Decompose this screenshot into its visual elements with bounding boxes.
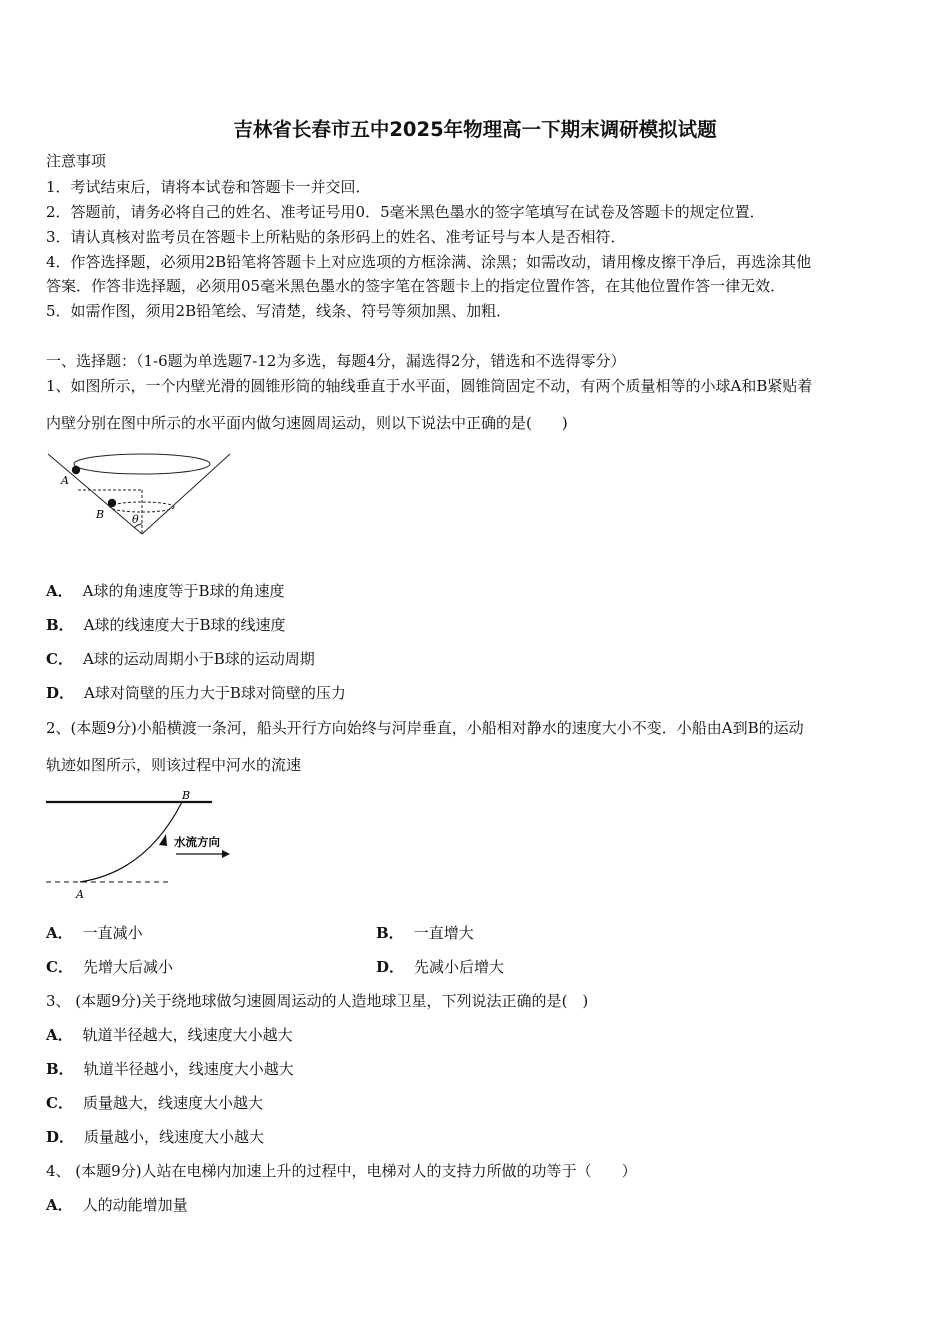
- notice-item: 3．请认真核对监考员在答题卡上所粘贴的条形码上的姓名、准考证号与本人是否相符．: [46, 228, 626, 246]
- label-b: B: [182, 789, 191, 802]
- q1-option-d: [46, 683, 346, 703]
- question-1-text-cont: 内壁分别在图中所示的水平面内做匀速圆周运动，则以下说法中正确的是( ): [46, 414, 568, 432]
- option-text: A球的角速度等于B球的角速度: [82, 582, 285, 600]
- option-label: A．: [46, 582, 73, 600]
- notice-item: 答案．作答非选择题，必须用05毫米黑色墨水的签字笔在答题卡上的指定位置作答，在其他位置作答一律无效．: [46, 277, 786, 295]
- ball-a: [72, 466, 80, 474]
- q2-option-c: [46, 957, 173, 977]
- option-text: 质量越大，线速度大小越大: [82, 1094, 263, 1112]
- option-text: 轨道半径越大，线速度大小越大: [82, 1026, 293, 1044]
- option-text: A球的线速度大于B球的线速度: [83, 616, 286, 634]
- question-2-text-cont: 轨迹如图所示，则该过程中河水的流速: [46, 756, 302, 774]
- orbit-a: [74, 454, 210, 474]
- river-figure: [46, 786, 246, 904]
- option-label: C．: [46, 1094, 73, 1112]
- option-label: C．: [46, 650, 73, 668]
- option-text: 人的动能增加量: [82, 1196, 188, 1214]
- option-text: A球对筒壁的压力大于B球对筒壁的压力: [84, 684, 346, 702]
- option-text: 轨道半径越小，线速度大小越大: [83, 1060, 294, 1078]
- q4-option-a: [46, 1195, 188, 1215]
- q3-option-a: [46, 1025, 293, 1045]
- question-4-text: 4、 (本题9分)人站在电梯内加速上升的过程中，电梯对人的支持力所做的功等于（ ）: [46, 1162, 637, 1180]
- option-label: D．: [46, 684, 75, 702]
- option-label: A．: [46, 924, 73, 942]
- q2-option-d: [376, 957, 504, 977]
- q2-option-a: [46, 923, 143, 943]
- option-label: A．: [46, 1026, 73, 1044]
- q2-option-b: [376, 923, 474, 943]
- ball-b: [108, 499, 116, 507]
- cone-right-wall: [142, 454, 230, 534]
- cone-left-wall: [48, 454, 142, 534]
- q1-option-c: [46, 649, 315, 669]
- question-1-text: 1、如图所示，一个内壁光滑的圆锥形筒的轴线垂直于水平面，圆锥筒固定不动，有两个质量相等的小球A和B紧贴着: [46, 377, 813, 395]
- option-label: B．: [46, 616, 74, 634]
- notice-item: 4．作答选择题，必须用2B铅笔将答题卡上对应选项的方框涂满、涂黑；如需改动，请用橡皮擦干净后，再选涂其他: [46, 253, 812, 271]
- option-label: B．: [46, 1060, 74, 1078]
- option-text: 一直增大: [413, 924, 474, 942]
- option-label: A．: [46, 1196, 73, 1214]
- q1-option-a: [46, 581, 285, 601]
- q3-option-c: [46, 1093, 263, 1113]
- cone-figure: [48, 450, 238, 545]
- question-3-text: 3、 (本题9分)关于绕地球做匀速圆周运动的人造地球卫星，下列说法正确的是( ): [46, 992, 589, 1010]
- question-2-text: 2、(本题9分)小船横渡一条河，船头开行方向始终与河岸垂直，小船相对静水的速度大小不变．小船由A到B的运动: [46, 719, 804, 737]
- q3-option-b: [46, 1059, 294, 1079]
- notice-item: 5．如需作图，须用2B铅笔绘、写清楚，线条、符号等须加黑、加粗．: [46, 302, 512, 320]
- option-label: D．: [46, 1128, 75, 1146]
- option-label: C．: [46, 958, 73, 976]
- notice-heading: 注意事项: [46, 152, 107, 170]
- flow-label: 水流方向: [174, 835, 220, 849]
- option-label: B．: [376, 924, 404, 942]
- page-title: 吉林省长春市五中2025年物理高一下期末调研模拟试题: [233, 118, 717, 141]
- label-a: A: [76, 888, 84, 901]
- q1-option-b: [46, 615, 286, 635]
- label-b: B: [96, 508, 105, 521]
- option-label: D．: [376, 958, 405, 976]
- label-a: A: [61, 474, 69, 487]
- boat-trajectory: [80, 802, 182, 882]
- notice-item: 2．答题前，请务必将自己的姓名、准考证号用0．5毫米黑色墨水的签字笔填写在试卷及答题卡的规定位置．: [46, 203, 765, 221]
- option-text: 质量越小，线速度大小越大: [84, 1128, 265, 1146]
- option-text: A球的运动周期小于B球的运动周期: [82, 650, 315, 668]
- notice-item: 1．考试结束后，请将本试卷和答题卡一并交回．: [46, 178, 371, 196]
- option-text: 一直减小: [82, 924, 143, 942]
- option-text: 先增大后减小: [82, 958, 173, 976]
- section-heading: 一、选择题：（1-6题为单选题7-12为多选，每题4分，漏选得2分，错选和不选得零分）: [46, 352, 626, 370]
- option-text: 先减小后增大: [414, 958, 505, 976]
- q3-option-d: [46, 1127, 264, 1147]
- flow-arrow-icon: [222, 850, 230, 858]
- label-theta: θ: [132, 513, 139, 526]
